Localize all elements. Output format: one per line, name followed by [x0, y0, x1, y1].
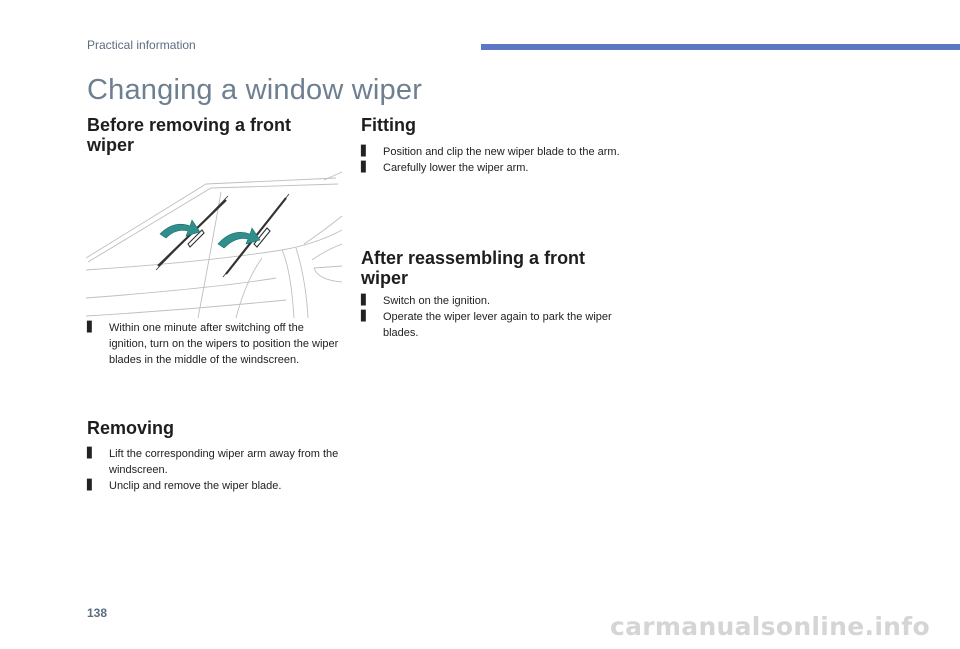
- list-item: ▋ Carefully lower the wiper arm.: [361, 162, 529, 174]
- bullet-marker-icon: ▋: [361, 162, 369, 173]
- fitting-list: [361, 144, 621, 176]
- bullet-marker-icon: ▋: [87, 480, 95, 491]
- list-item: ▋ Switch on the ignition.: [361, 295, 491, 307]
- before-removing-list: [87, 320, 342, 368]
- page-title: Changing a window wiper: [87, 74, 423, 106]
- page-number: 138: [87, 606, 108, 620]
- heading-before-removing: Before removing a front wiper: [87, 115, 292, 155]
- list-item: ▋ Operate the wiper lever again to park the wiper blades.: [361, 311, 612, 339]
- heading-after-reassembling: After reassembling a front wiper: [361, 248, 586, 288]
- removing-list: [87, 446, 352, 494]
- bullet-marker-icon: ▋: [87, 448, 95, 459]
- list-item: ▋ Position and clip the new wiper blade to the arm.: [361, 146, 620, 158]
- list-item: ▋ Within one minute after switching off the ignition, turn on the wipers to position the wiper blades in the middle of the windscreen.: [87, 322, 339, 366]
- list-item: ▋ Unclip and remove the wiper blade.: [87, 480, 282, 492]
- section-label: Practical information: [87, 38, 196, 52]
- arrow-icon: [160, 220, 200, 238]
- bullet-marker-icon: ▋: [361, 295, 369, 306]
- windscreen-wiper-illustration: [86, 170, 342, 318]
- header-accent-bar: [481, 44, 960, 50]
- bullet-marker-icon: ▋: [361, 146, 369, 157]
- list-item: ▋ Lift the corresponding wiper arm away from the windscreen.: [87, 448, 339, 476]
- arrow-icon: [218, 228, 260, 248]
- after-reassembling-list: [361, 293, 621, 341]
- bullet-marker-icon: ▋: [87, 322, 95, 333]
- heading-removing: Removing: [87, 418, 175, 438]
- heading-fitting: Fitting: [361, 115, 416, 135]
- watermark: carmanualsonline.info: [610, 612, 930, 641]
- bullet-marker-icon: ▋: [361, 311, 369, 322]
